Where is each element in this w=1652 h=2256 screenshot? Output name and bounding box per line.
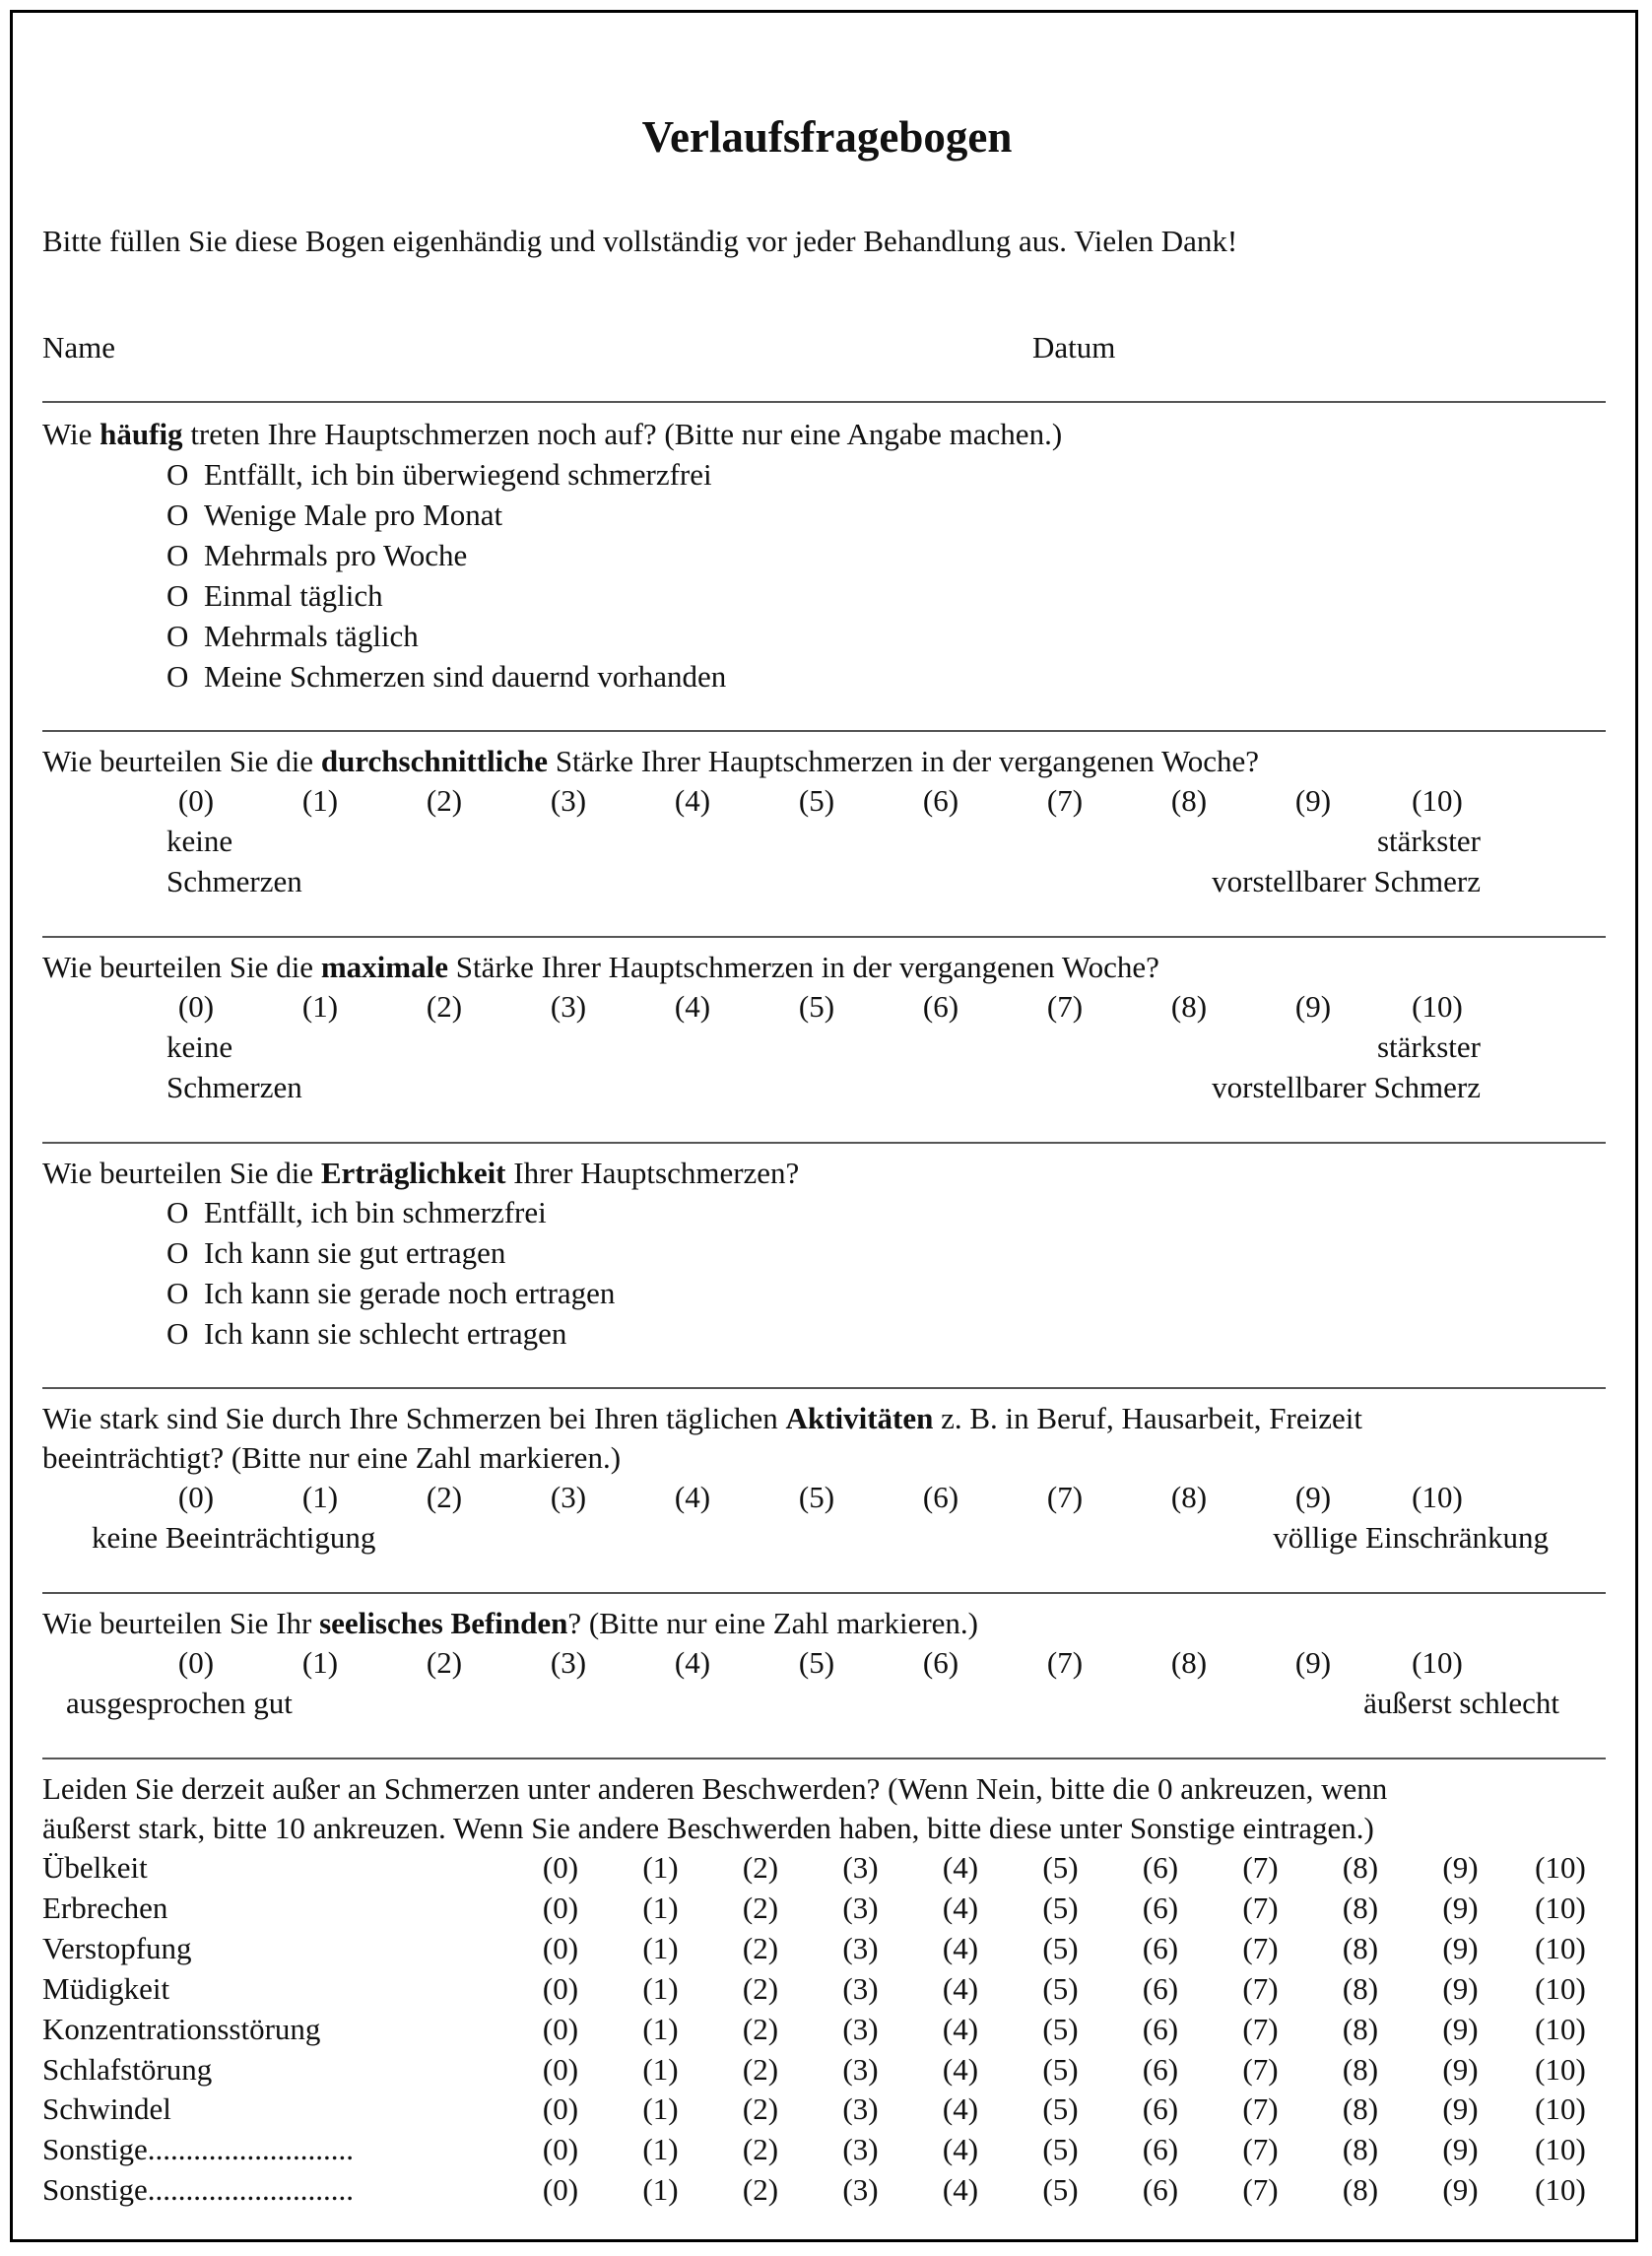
scale-value-4[interactable]: (4) bbox=[674, 989, 711, 1024]
scale-value-8[interactable]: (8) bbox=[1342, 2132, 1379, 2167]
scale-value-1[interactable]: (1) bbox=[642, 2132, 679, 2167]
scale-value-4[interactable]: (4) bbox=[942, 1930, 979, 1965]
scale-value-3[interactable]: (3) bbox=[842, 1970, 879, 2006]
symptom-row bbox=[13, 2170, 1641, 2210]
radio-option[interactable] bbox=[166, 656, 726, 697]
symptom-row bbox=[13, 2050, 1641, 2090]
scale-value-3[interactable]: (3) bbox=[842, 2132, 879, 2167]
section-divider bbox=[42, 1758, 1606, 1759]
scale-value-7[interactable]: (7) bbox=[1242, 1890, 1279, 1925]
scale-value-8[interactable]: (8) bbox=[1170, 1645, 1208, 1680]
section-divider bbox=[42, 1142, 1606, 1144]
q2-right-anchor: vorstellbarer Schmerz bbox=[1212, 864, 1481, 898]
circle-marker-icon[interactable]: O bbox=[166, 1276, 189, 1310]
scale-value-1[interactable]: (1) bbox=[642, 2011, 679, 2046]
scale-value-6[interactable]: (6) bbox=[1142, 1850, 1179, 1885]
scale-value-10[interactable]: (10) bbox=[1535, 2132, 1586, 2167]
scale-value-1[interactable]: (1) bbox=[642, 1850, 679, 1885]
scale-value-1[interactable]: (1) bbox=[642, 2051, 679, 2087]
scale-value-6[interactable]: (6) bbox=[1142, 2011, 1179, 2046]
scale-value-10[interactable]: (10) bbox=[1412, 783, 1463, 818]
scale-value-8[interactable]: (8) bbox=[1342, 1890, 1379, 1925]
scale-value-4[interactable]: (4) bbox=[674, 783, 711, 818]
circle-marker-icon[interactable]: O bbox=[166, 457, 189, 492]
scale-value-9[interactable]: (9) bbox=[1442, 1970, 1479, 2006]
scale-value-6[interactable]: (6) bbox=[1142, 1930, 1179, 1965]
circle-marker-icon[interactable]: O bbox=[166, 498, 189, 532]
circle-marker-icon[interactable]: O bbox=[166, 1235, 189, 1270]
scale-value-5[interactable]: (5) bbox=[1042, 1970, 1079, 2006]
name-label: Name bbox=[42, 330, 116, 365]
scale-value-4[interactable]: (4) bbox=[942, 2011, 979, 2046]
radio-option[interactable] bbox=[166, 1192, 615, 1232]
scale-value-7[interactable]: (7) bbox=[1046, 1645, 1084, 1680]
symptom-label: Erbrechen bbox=[42, 1890, 168, 1925]
scale-value-4[interactable]: (4) bbox=[674, 1480, 711, 1514]
scale-value-1[interactable]: (1) bbox=[301, 989, 339, 1024]
circle-marker-icon[interactable]: O bbox=[166, 578, 189, 613]
scale-value-2[interactable]: (2) bbox=[742, 2172, 779, 2208]
circle-marker-icon[interactable]: O bbox=[166, 659, 189, 694]
q5-scale bbox=[13, 1478, 1641, 1517]
scale-value-0[interactable]: (0) bbox=[542, 1850, 579, 1885]
scale-value-4[interactable]: (4) bbox=[942, 2132, 979, 2167]
scale-value-5[interactable]: (5) bbox=[1042, 2132, 1079, 2167]
scale-value-10[interactable]: (10) bbox=[1535, 2091, 1586, 2127]
circle-marker-icon[interactable]: O bbox=[166, 1195, 189, 1229]
scale-value-9[interactable]: (9) bbox=[1442, 2172, 1479, 2208]
scale-value-10[interactable]: (10) bbox=[1535, 2172, 1586, 2208]
q6-scale bbox=[13, 1643, 1641, 1683]
scale-value-2[interactable]: (2) bbox=[426, 1480, 463, 1514]
scale-value-5[interactable]: (5) bbox=[1042, 2091, 1079, 2127]
scale-value-1[interactable]: (1) bbox=[642, 1930, 679, 1965]
q3-right-anchor: vorstellbarer Schmerz bbox=[1212, 1070, 1481, 1104]
scale-value-1[interactable]: (1) bbox=[301, 1480, 339, 1514]
scale-value-9[interactable]: (9) bbox=[1442, 2132, 1479, 2167]
scale-value-0[interactable]: (0) bbox=[542, 2051, 579, 2087]
scale-value-3[interactable]: (3) bbox=[550, 989, 587, 1024]
scale-value-7[interactable]: (7) bbox=[1242, 2172, 1279, 2208]
scale-value-2[interactable]: (2) bbox=[742, 2091, 779, 2127]
scale-value-9[interactable]: (9) bbox=[1294, 783, 1332, 818]
scale-value-2[interactable]: (2) bbox=[426, 1645, 463, 1680]
option-label: Einmal täglich bbox=[204, 578, 383, 613]
radio-option[interactable] bbox=[166, 535, 726, 575]
scale-value-2[interactable]: (2) bbox=[742, 1850, 779, 1885]
scale-value-10[interactable]: (10) bbox=[1535, 2051, 1586, 2087]
scale-value-7[interactable]: (7) bbox=[1242, 1850, 1279, 1885]
q5-left-anchor: keine Beeinträchtigung bbox=[92, 1520, 376, 1555]
scale-value-4[interactable]: (4) bbox=[674, 1645, 711, 1680]
q4-options bbox=[166, 1192, 615, 1354]
scale-value-3[interactable]: (3) bbox=[842, 1850, 879, 1885]
scale-value-4[interactable]: (4) bbox=[942, 2172, 979, 2208]
scale-value-9[interactable]: (9) bbox=[1442, 2011, 1479, 2046]
scale-value-6[interactable]: (6) bbox=[1142, 1890, 1179, 1925]
scale-value-9[interactable]: (9) bbox=[1442, 1930, 1479, 1965]
q3-left-anchor: keine bbox=[166, 1029, 233, 1064]
symptom-label: Sonstige........................... bbox=[42, 2132, 355, 2167]
scale-value-0[interactable]: (0) bbox=[542, 1890, 579, 1925]
q5-right-anchor: völlige Einschränkung bbox=[1273, 1520, 1549, 1555]
option-label: Entfällt, ich bin überwiegend schmerzfrei bbox=[204, 457, 712, 492]
section-divider bbox=[42, 936, 1606, 938]
intro-text: Bitte füllen Sie diese Bogen eigenhändig und vollständig vor jeder Behandlung aus. Vielen Dank! bbox=[42, 224, 1238, 258]
scale-value-10[interactable]: (10) bbox=[1535, 1850, 1586, 1885]
q3-right-anchor: stärkster bbox=[1376, 1029, 1481, 1064]
q3-left-anchor: Schmerzen bbox=[166, 1070, 302, 1104]
scale-value-2[interactable]: (2) bbox=[742, 1890, 779, 1925]
option-label: Ich kann sie gut ertragen bbox=[204, 1235, 506, 1270]
scale-value-7[interactable]: (7) bbox=[1242, 2091, 1279, 2127]
radio-option[interactable] bbox=[166, 1232, 615, 1273]
scale-value-9[interactable]: (9) bbox=[1294, 1645, 1332, 1680]
radio-option[interactable] bbox=[166, 495, 726, 535]
scale-value-4[interactable]: (4) bbox=[942, 1970, 979, 2006]
scale-value-6[interactable]: (6) bbox=[922, 989, 959, 1024]
scale-value-2[interactable]: (2) bbox=[742, 2011, 779, 2046]
scale-value-1[interactable]: (1) bbox=[642, 1970, 679, 2006]
scale-value-5[interactable]: (5) bbox=[798, 1480, 835, 1514]
radio-option[interactable] bbox=[166, 1313, 615, 1354]
symptom-row bbox=[13, 2090, 1641, 2129]
scale-value-2[interactable]: (2) bbox=[426, 783, 463, 818]
scale-value-8[interactable]: (8) bbox=[1342, 2051, 1379, 2087]
scale-value-6[interactable]: (6) bbox=[922, 783, 959, 818]
symptom-row bbox=[13, 1929, 1641, 1968]
section-divider bbox=[42, 401, 1606, 403]
symptom-label: Verstopfung bbox=[42, 1930, 192, 1965]
scale-value-1[interactable]: (1) bbox=[642, 2172, 679, 2208]
scale-value-1[interactable]: (1) bbox=[301, 783, 339, 818]
scale-value-5[interactable]: (5) bbox=[798, 1645, 835, 1680]
symptom-row bbox=[13, 2010, 1641, 2049]
scale-value-9[interactable]: (9) bbox=[1442, 2051, 1479, 2087]
q6-left-anchor: ausgesprochen gut bbox=[66, 1686, 293, 1720]
scale-value-4[interactable]: (4) bbox=[942, 2051, 979, 2087]
radio-option[interactable] bbox=[166, 616, 726, 656]
scale-value-6[interactable]: (6) bbox=[922, 1645, 959, 1680]
scale-value-7[interactable]: (7) bbox=[1046, 989, 1084, 1024]
radio-option[interactable] bbox=[166, 575, 726, 616]
scale-value-10[interactable]: (10) bbox=[1412, 1480, 1463, 1514]
option-label: Mehrmals täglich bbox=[204, 619, 419, 653]
scale-value-0[interactable]: (0) bbox=[177, 989, 215, 1024]
scale-value-3[interactable]: (3) bbox=[842, 2051, 879, 2087]
date-label: Datum bbox=[1032, 330, 1116, 365]
q1-options bbox=[166, 454, 726, 697]
scale-value-3[interactable]: (3) bbox=[842, 1890, 879, 1925]
scale-value-7[interactable]: (7) bbox=[1242, 1970, 1279, 2006]
q2-left-anchor: keine bbox=[166, 824, 233, 858]
scale-value-10[interactable]: (10) bbox=[1535, 1970, 1586, 2006]
symptom-row bbox=[13, 2130, 1641, 2169]
scale-value-0[interactable]: (0) bbox=[542, 2172, 579, 2208]
scale-value-4[interactable]: (4) bbox=[942, 1890, 979, 1925]
scale-value-8[interactable]: (8) bbox=[1342, 2172, 1379, 2208]
form-title: Verlaufsfragebogen bbox=[641, 112, 1013, 162]
scale-value-8[interactable]: (8) bbox=[1342, 2011, 1379, 2046]
q2-left-anchor: Schmerzen bbox=[166, 864, 302, 898]
option-label: Entfällt, ich bin schmerzfrei bbox=[204, 1195, 547, 1229]
scale-value-0[interactable]: (0) bbox=[542, 2091, 579, 2127]
scale-value-0[interactable]: (0) bbox=[542, 2011, 579, 2046]
scale-value-7[interactable]: (7) bbox=[1242, 2132, 1279, 2167]
q5-question: Wie stark sind Sie durch Ihre Schmerzen bei Ihren täglichen Aktivitäten z. B. in Beruf, Hausarbeit, Freizeit bbox=[42, 1401, 1362, 1435]
scale-value-6[interactable]: (6) bbox=[1142, 2051, 1179, 2087]
scale-value-4[interactable]: (4) bbox=[942, 1850, 979, 1885]
q7-question-line2: äußerst stark, bitte 10 ankreuzen. Wenn Sie andere Beschwerden haben, bitte diese unter Sonstige eintragen.) bbox=[42, 1811, 1374, 1845]
symptom-label: Müdigkeit bbox=[42, 1970, 170, 2006]
scale-value-3[interactable]: (3) bbox=[550, 1480, 587, 1514]
q5-question-line2: beeinträchtigt? (Bitte nur eine Zahl markieren.) bbox=[42, 1440, 622, 1475]
scale-value-8[interactable]: (8) bbox=[1342, 2091, 1379, 2127]
scale-value-5[interactable]: (5) bbox=[798, 989, 835, 1024]
scale-value-0[interactable]: (0) bbox=[177, 1480, 215, 1514]
scale-value-7[interactable]: (7) bbox=[1046, 783, 1084, 818]
q1-question: Wie häufig treten Ihre Hauptschmerzen noch auf? (Bitte nur eine Angabe machen.) bbox=[42, 417, 1063, 451]
scale-value-1[interactable]: (1) bbox=[642, 1890, 679, 1925]
scale-value-9[interactable]: (9) bbox=[1442, 1850, 1479, 1885]
scale-value-6[interactable]: (6) bbox=[1142, 1970, 1179, 2006]
scale-value-7[interactable]: (7) bbox=[1242, 1930, 1279, 1965]
scale-value-3[interactable]: (3) bbox=[842, 2172, 879, 2208]
scale-value-7[interactable]: (7) bbox=[1242, 2011, 1279, 2046]
q3-question: Wie beurteilen Sie die maximale Stärke Ihrer Hauptschmerzen in der vergangenen Woche? bbox=[42, 950, 1159, 984]
scale-value-9[interactable]: (9) bbox=[1294, 1480, 1332, 1514]
scale-value-9[interactable]: (9) bbox=[1294, 989, 1332, 1024]
scale-value-3[interactable]: (3) bbox=[842, 2091, 879, 2127]
scale-value-0[interactable]: (0) bbox=[177, 1645, 215, 1680]
symptom-label: Übelkeit bbox=[42, 1850, 148, 1885]
scale-value-8[interactable]: (8) bbox=[1342, 1970, 1379, 2006]
scale-value-5[interactable]: (5) bbox=[1042, 2172, 1079, 2208]
option-label: Ich kann sie gerade noch ertragen bbox=[204, 1276, 616, 1310]
scale-value-6[interactable]: (6) bbox=[1142, 2091, 1179, 2127]
symptom-label: Schlafstörung bbox=[42, 2051, 213, 2087]
scale-value-6[interactable]: (6) bbox=[1142, 2132, 1179, 2167]
scale-value-8[interactable]: (8) bbox=[1170, 1480, 1208, 1514]
scale-value-3[interactable]: (3) bbox=[842, 2011, 879, 2046]
scale-value-5[interactable]: (5) bbox=[1042, 1930, 1079, 1965]
scale-value-6[interactable]: (6) bbox=[922, 1480, 959, 1514]
scale-value-0[interactable]: (0) bbox=[542, 1970, 579, 2006]
scale-value-2[interactable]: (2) bbox=[742, 1930, 779, 1965]
scale-value-1[interactable]: (1) bbox=[642, 2091, 679, 2127]
scale-value-5[interactable]: (5) bbox=[1042, 2051, 1079, 2087]
q7-question: Leiden Sie derzeit außer an Schmerzen unter anderen Beschwerden? (Wenn Nein, bitte die 0 ankreuzen, wenn bbox=[42, 1771, 1388, 1806]
section-divider bbox=[42, 1387, 1606, 1389]
scale-value-8[interactable]: (8) bbox=[1170, 783, 1208, 818]
scale-value-0[interactable]: (0) bbox=[542, 2132, 579, 2167]
scale-value-7[interactable]: (7) bbox=[1242, 2051, 1279, 2087]
scale-value-3[interactable]: (3) bbox=[842, 1930, 879, 1965]
symptom-row bbox=[13, 1889, 1641, 1928]
radio-option[interactable] bbox=[166, 1273, 615, 1313]
scale-value-9[interactable]: (9) bbox=[1442, 1890, 1479, 1925]
form-frame bbox=[10, 10, 1638, 2242]
scale-value-3[interactable]: (3) bbox=[550, 1645, 587, 1680]
scale-value-2[interactable]: (2) bbox=[426, 989, 463, 1024]
circle-marker-icon[interactable]: O bbox=[166, 619, 189, 653]
q2-question: Wie beurteilen Sie die durchschnittliche Stärke Ihrer Hauptschmerzen in der vergangenen Woche? bbox=[42, 744, 1260, 778]
option-label: Meine Schmerzen sind dauernd vorhanden bbox=[204, 659, 727, 694]
symptom-row bbox=[13, 1969, 1641, 2009]
scale-value-5[interactable]: (5) bbox=[1042, 1850, 1079, 1885]
scale-value-1[interactable]: (1) bbox=[301, 1645, 339, 1680]
q4-question: Wie beurteilen Sie die Erträglichkeit Ihrer Hauptschmerzen? bbox=[42, 1156, 800, 1190]
scale-value-10[interactable]: (10) bbox=[1412, 989, 1463, 1024]
section-divider bbox=[42, 1592, 1606, 1594]
radio-option[interactable] bbox=[166, 454, 726, 495]
circle-marker-icon[interactable]: O bbox=[166, 1316, 189, 1351]
scale-value-10[interactable]: (10) bbox=[1535, 2011, 1586, 2046]
scale-value-10[interactable]: (10) bbox=[1535, 1890, 1586, 1925]
scale-value-9[interactable]: (9) bbox=[1442, 2091, 1479, 2127]
scale-value-5[interactable]: (5) bbox=[1042, 1890, 1079, 1925]
option-label: Mehrmals pro Woche bbox=[204, 538, 468, 572]
scale-value-10[interactable]: (10) bbox=[1535, 1930, 1586, 1965]
symptom-label: Schwindel bbox=[42, 2091, 171, 2127]
scale-value-2[interactable]: (2) bbox=[742, 2051, 779, 2087]
scale-value-4[interactable]: (4) bbox=[942, 2091, 979, 2127]
symptom-label: Konzentrationsstörung bbox=[42, 2011, 321, 2046]
scale-value-10[interactable]: (10) bbox=[1412, 1645, 1463, 1680]
q6-question: Wie beurteilen Sie Ihr seelisches Befinden? (Bitte nur eine Zahl markieren.) bbox=[42, 1606, 978, 1640]
scale-value-3[interactable]: (3) bbox=[550, 783, 587, 818]
scale-value-6[interactable]: (6) bbox=[1142, 2172, 1179, 2208]
q6-right-anchor: äußerst schlecht bbox=[1363, 1686, 1559, 1720]
scale-value-7[interactable]: (7) bbox=[1046, 1480, 1084, 1514]
q2-scale bbox=[13, 781, 1641, 821]
option-label: Wenige Male pro Monat bbox=[204, 498, 503, 532]
scale-value-5[interactable]: (5) bbox=[798, 783, 835, 818]
scale-value-2[interactable]: (2) bbox=[742, 2132, 779, 2167]
scale-value-0[interactable]: (0) bbox=[542, 1930, 579, 1965]
option-label: Ich kann sie schlecht ertragen bbox=[204, 1316, 567, 1351]
symptom-label: Sonstige........................... bbox=[42, 2172, 355, 2208]
scale-value-8[interactable]: (8) bbox=[1170, 989, 1208, 1024]
scale-value-2[interactable]: (2) bbox=[742, 1970, 779, 2006]
q3-scale bbox=[13, 987, 1641, 1027]
symptom-row bbox=[13, 1848, 1641, 1888]
scale-value-8[interactable]: (8) bbox=[1342, 1850, 1379, 1885]
scale-value-5[interactable]: (5) bbox=[1042, 2011, 1079, 2046]
scale-value-0[interactable]: (0) bbox=[177, 783, 215, 818]
q2-right-anchor: stärkster bbox=[1376, 824, 1481, 858]
circle-marker-icon[interactable]: O bbox=[166, 538, 189, 572]
section-divider bbox=[42, 730, 1606, 732]
scale-value-8[interactable]: (8) bbox=[1342, 1930, 1379, 1965]
